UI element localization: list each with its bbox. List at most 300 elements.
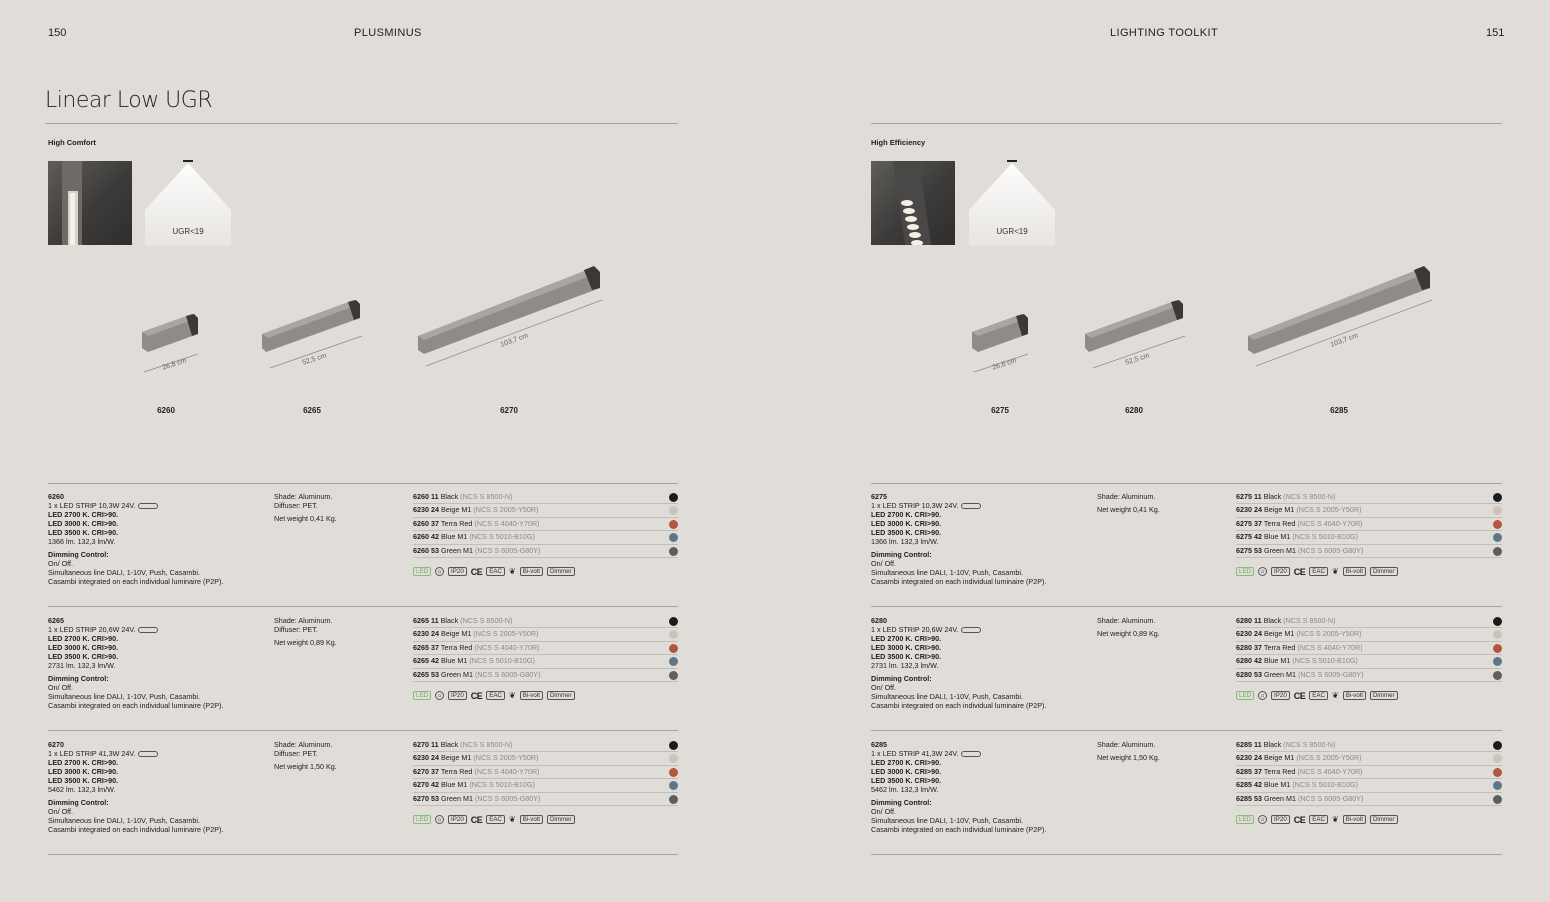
spec-led-3500: LED 3500 K. CRI>90. xyxy=(48,528,119,538)
color-swatch xyxy=(1493,754,1502,763)
length-label-6285: 103,7 cm xyxy=(1329,332,1360,349)
lamp-illustration-6270 xyxy=(412,262,608,372)
color-swatch xyxy=(1493,533,1502,542)
finish-row xyxy=(1236,766,1502,779)
spec-led-3500: LED 3500 K. CRI>90. xyxy=(48,652,119,662)
color-swatch xyxy=(1493,520,1502,529)
dimming-onoff: On/ Off. xyxy=(48,558,74,568)
finish-code: 6265 42 xyxy=(413,656,439,666)
electrical-spec xyxy=(48,492,268,586)
color-swatch xyxy=(1493,657,1502,666)
finish-ncs: (NCS S 5010-B10G) xyxy=(469,532,535,542)
dimming-casambi: Casambi integrated on each individual luminaire (P2P). xyxy=(48,824,224,834)
spec-led-3500: LED 3500 K. CRI>90. xyxy=(871,528,942,538)
finish-ncs: (NCS S 6005-G80Y) xyxy=(1297,669,1364,679)
spec-strip xyxy=(48,501,268,510)
length-label-6260: 26,8 cm xyxy=(161,357,188,372)
eac-badge: EAC xyxy=(486,691,505,700)
finish-name: Green M1 xyxy=(440,545,473,555)
spec-lumen: 5462 lm. 132,3 lm/W. xyxy=(48,785,116,795)
section-divider xyxy=(871,483,1502,484)
spec-led-2700: LED 2700 K. CRI>90. xyxy=(48,634,119,644)
title-divider-right xyxy=(871,123,1502,124)
shade-material: Shade: Aluminum. xyxy=(274,616,333,625)
color-swatch xyxy=(1493,630,1502,639)
finish-row xyxy=(1236,752,1502,765)
finish-name: Beige M1 xyxy=(1263,629,1295,639)
finish-ncs: (NCS S 4040-Y70R) xyxy=(474,766,540,776)
finish-ncs: (NCS S 6005-G80Y) xyxy=(474,545,541,555)
electrical-spec xyxy=(871,492,1091,586)
dimming-title: Dimming Control: xyxy=(871,673,932,683)
certification-icons xyxy=(1236,690,1398,701)
page-title: Linear Low UGR xyxy=(45,88,213,113)
ugr-label-right: UGR<19 xyxy=(996,227,1028,236)
spec-model: 6285 xyxy=(871,740,887,749)
color-swatch xyxy=(1493,671,1502,680)
spec-strip-text: 1 x LED STRIP 41,3W 24V. xyxy=(871,749,959,759)
finish-ncs: (NCS S 4040-Y70R) xyxy=(1297,642,1363,652)
dimming-onoff: On/ Off. xyxy=(871,806,897,816)
materials-spec xyxy=(274,616,394,647)
led-badge: LED xyxy=(413,691,431,700)
spec-strip-text: 1 x LED STRIP 10,3W 24V. xyxy=(48,501,136,511)
model-label-6280: 6280 xyxy=(1125,406,1143,415)
finish-ncs: (NCS S 4040-Y70R) xyxy=(474,518,540,528)
finish-code: 6270 37 xyxy=(413,766,439,776)
finish-code: 6285 53 xyxy=(1236,793,1262,803)
driver-icon xyxy=(961,751,981,757)
color-swatch xyxy=(669,795,678,804)
spec-lumen: 2731 lm. 132,3 lm/W. xyxy=(871,661,939,671)
shade-material: Shade: Aluminum. xyxy=(274,492,333,501)
finish-ncs: (NCS S 2005-Y50R) xyxy=(473,629,539,639)
model-label-6265: 6265 xyxy=(303,406,321,415)
finish-code: 6230 24 xyxy=(413,505,439,515)
finish-row xyxy=(1236,669,1502,682)
finish-code: 6280 42 xyxy=(1236,656,1262,666)
spec-model: 6260 xyxy=(48,492,64,501)
spec-led-3000: LED 3000 K. CRI>90. xyxy=(48,767,119,777)
spec-lumen: 5462 lm. 132,3 lm/W. xyxy=(871,785,939,795)
spec-led-3000: LED 3000 K. CRI>90. xyxy=(48,643,119,653)
finish-row xyxy=(1236,615,1502,628)
finish-ncs: (NCS S 8500-N) xyxy=(460,492,513,501)
spec-led-3000: LED 3000 K. CRI>90. xyxy=(871,767,942,777)
finish-row xyxy=(1236,531,1502,544)
finish-ncs: (NCS S 2005-Y50R) xyxy=(1296,753,1362,763)
color-swatch xyxy=(669,781,678,790)
finish-name: Green M1 xyxy=(440,793,473,803)
finish-row xyxy=(1236,793,1502,806)
bivolt-badge: Bi-volt xyxy=(1343,815,1366,824)
finish-code: 6285 42 xyxy=(1236,780,1262,790)
driver-icon xyxy=(138,751,158,757)
finish-ncs: (NCS S 6005-G80Y) xyxy=(1297,545,1364,555)
finish-name: Black xyxy=(440,740,459,749)
dimmer-badge: Dimmer xyxy=(547,567,575,576)
finish-name: Black xyxy=(1263,616,1282,625)
finish-ncs: (NCS S 5010-B10G) xyxy=(1292,656,1358,666)
spec-strip xyxy=(871,501,1091,510)
finish-name: Black xyxy=(1263,492,1282,501)
section-divider xyxy=(871,606,1502,607)
finish-name: Terra Red xyxy=(440,518,473,528)
dimming-onoff: On/ Off. xyxy=(871,558,897,568)
finish-ncs: (NCS S 2005-Y50R) xyxy=(1296,505,1362,515)
finish-row xyxy=(1236,779,1502,792)
finish-name: Green M1 xyxy=(440,669,473,679)
certification-icons xyxy=(413,566,575,577)
color-swatch xyxy=(1493,506,1502,515)
led-badge: LED xyxy=(1236,815,1254,824)
color-swatch xyxy=(1493,493,1502,502)
finish-name: Terra Red xyxy=(440,642,473,652)
bivolt-badge: Bi-volt xyxy=(520,815,543,824)
dimming-line: Simultaneous line DALI, 1-10V, Push, Casambi. xyxy=(48,691,200,701)
finish-ncs: (NCS S 5010-B10G) xyxy=(1292,780,1358,790)
finish-name: Green M1 xyxy=(1263,545,1296,555)
dimming-onoff: On/ Off. xyxy=(871,682,897,692)
dimming-title: Dimming Control: xyxy=(48,549,109,559)
finish-name: Beige M1 xyxy=(1263,753,1295,763)
finish-code: 6260 53 xyxy=(413,545,439,555)
section-divider xyxy=(48,854,678,855)
eco-leaf-icon: ❦ xyxy=(509,567,516,576)
dimmer-badge: Dimmer xyxy=(1370,815,1398,824)
finish-ncs: (NCS S 8500-N) xyxy=(460,616,513,625)
dimming-casambi: Casambi integrated on each individual luminaire (P2P). xyxy=(871,824,1047,834)
spec-strip xyxy=(48,749,268,758)
dimmer-badge: Dimmer xyxy=(547,691,575,700)
finish-row xyxy=(413,518,678,531)
eco-leaf-icon: ❦ xyxy=(1332,815,1339,824)
page-number-left: 150 xyxy=(48,27,67,39)
finish-name: Beige M1 xyxy=(440,629,472,639)
spec-model: 6265 xyxy=(48,616,64,625)
finish-code: 6270 11 xyxy=(413,740,439,749)
section-title-high-efficiency: High Efficiency xyxy=(871,138,926,147)
finish-code: 6260 37 xyxy=(413,518,439,528)
lamp-class-icon: ⌂ xyxy=(435,567,444,576)
finish-name: Terra Red xyxy=(440,766,473,776)
net-weight: Net weight 1,50 Kg. xyxy=(274,762,337,772)
finish-name: Blue M1 xyxy=(440,780,468,790)
net-weight: Net weight 1,50 Kg. xyxy=(1097,753,1160,763)
spec-led-3500: LED 3500 K. CRI>90. xyxy=(871,776,942,786)
finish-name: Green M1 xyxy=(1263,793,1296,803)
eco-leaf-icon: ❦ xyxy=(1332,691,1339,700)
driver-icon xyxy=(138,627,158,633)
finish-code: 6270 53 xyxy=(413,793,439,803)
length-label-6270: 103,7 cm xyxy=(499,332,530,349)
spec-led-2700: LED 2700 K. CRI>90. xyxy=(871,510,942,520)
net-weight: Net weight 0,89 Kg. xyxy=(1097,629,1160,639)
header-left: PLUSMINUS xyxy=(354,27,422,39)
lamp-class-icon: ⌂ xyxy=(435,815,444,824)
eac-badge: EAC xyxy=(1309,567,1328,576)
color-swatch xyxy=(669,533,678,542)
spec-led-3000: LED 3000 K. CRI>90. xyxy=(871,643,942,653)
eac-badge: EAC xyxy=(486,567,505,576)
title-divider xyxy=(45,123,678,124)
lamp-class-icon: ⌂ xyxy=(1258,815,1267,824)
finish-ncs: (NCS S 5010-B10G) xyxy=(1292,532,1358,542)
spec-led-2700: LED 2700 K. CRI>90. xyxy=(871,634,942,644)
finish-row xyxy=(413,655,678,668)
finish-row xyxy=(413,628,678,641)
eac-badge: EAC xyxy=(486,815,505,824)
finish-name: Blue M1 xyxy=(440,532,468,542)
dimming-casambi: Casambi integrated on each individual luminaire (P2P). xyxy=(871,576,1047,586)
finish-row xyxy=(413,642,678,655)
header-right: LIGHTING TOOLKIT xyxy=(1110,27,1219,39)
finish-name: Terra Red xyxy=(1263,518,1296,528)
led-badge: LED xyxy=(1236,691,1254,700)
eco-leaf-icon: ❦ xyxy=(509,691,516,700)
finish-name: Blue M1 xyxy=(1263,656,1291,666)
finish-name: Black xyxy=(440,492,459,501)
finish-row xyxy=(413,615,678,628)
lamp-class-icon: ⌂ xyxy=(1258,567,1267,576)
finish-ncs: (NCS S 2005-Y50R) xyxy=(473,753,539,763)
color-swatch xyxy=(669,617,678,626)
dimming-line: Simultaneous line DALI, 1-10V, Push, Casambi. xyxy=(871,691,1023,701)
finish-name: Beige M1 xyxy=(1263,505,1295,515)
finish-ncs: (NCS S 5010-B10G) xyxy=(469,656,535,666)
ugr-beam-diagram-right xyxy=(969,160,1055,246)
ugr-label-left: UGR<19 xyxy=(172,227,204,236)
spec-strip xyxy=(871,749,1091,758)
color-swatch xyxy=(669,768,678,777)
finish-row xyxy=(413,793,678,806)
electrical-spec xyxy=(48,740,268,834)
led-badge: LED xyxy=(413,567,431,576)
finish-row xyxy=(1236,642,1502,655)
spec-strip xyxy=(871,625,1091,634)
finish-code: 6265 11 xyxy=(413,616,439,625)
color-swatch xyxy=(669,741,678,750)
spec-strip-text: 1 x LED STRIP 41,3W 24V. xyxy=(48,749,136,759)
finish-ncs: (NCS S 6005-G80Y) xyxy=(474,793,541,803)
finish-code: 6270 42 xyxy=(413,780,439,790)
led-badge: LED xyxy=(1236,567,1254,576)
dimming-onoff: On/ Off. xyxy=(48,806,74,816)
spec-lumen: 2731 lm. 132,3 lm/W. xyxy=(48,661,116,671)
color-swatch xyxy=(1493,644,1502,653)
spec-strip-text: 1 x LED STRIP 10,3W 24V. xyxy=(871,501,959,511)
ce-mark-icon: CE xyxy=(1293,814,1306,825)
length-label-6275: 26,8 cm xyxy=(991,357,1018,372)
dimmer-badge: Dimmer xyxy=(547,815,575,824)
finish-row xyxy=(1236,739,1502,752)
materials-spec xyxy=(274,740,394,771)
finish-code: 6285 11 xyxy=(1236,740,1262,749)
electrical-spec xyxy=(871,616,1091,710)
dimming-casambi: Casambi integrated on each individual luminaire (P2P). xyxy=(48,576,224,586)
certification-icons xyxy=(413,690,575,701)
spec-lumen: 1366 lm. 132,3 lm/W. xyxy=(871,537,939,547)
finish-code: 6280 11 xyxy=(1236,616,1262,625)
finish-code: 6275 42 xyxy=(1236,532,1262,542)
length-label-6280: 52,5 cm xyxy=(1124,352,1151,367)
spec-led-3000: LED 3000 K. CRI>90. xyxy=(48,519,119,529)
color-swatch xyxy=(669,493,678,502)
finish-code: 6230 24 xyxy=(1236,505,1262,515)
finish-name: Blue M1 xyxy=(1263,780,1291,790)
color-swatch xyxy=(1493,768,1502,777)
spec-led-3500: LED 3500 K. CRI>90. xyxy=(48,776,119,786)
finish-row xyxy=(413,531,678,544)
finish-row xyxy=(413,752,678,765)
diffuser-material: Diffuser: PET. xyxy=(274,749,318,759)
spec-strip-text: 1 x LED STRIP 20,6W 24V. xyxy=(48,625,136,635)
dimmer-badge: Dimmer xyxy=(1370,567,1398,576)
electrical-spec xyxy=(871,740,1091,834)
finish-code: 6280 53 xyxy=(1236,669,1262,679)
section-divider xyxy=(48,606,678,607)
finish-name: Blue M1 xyxy=(1263,532,1291,542)
spec-led-3500: LED 3500 K. CRI>90. xyxy=(871,652,942,662)
ip20-badge: IP20 xyxy=(1271,691,1290,700)
dimming-line: Simultaneous line DALI, 1-10V, Push, Casambi. xyxy=(871,815,1023,825)
color-swatch xyxy=(669,657,678,666)
finish-row xyxy=(1236,655,1502,668)
finish-code: 6280 37 xyxy=(1236,642,1262,652)
bivolt-badge: Bi-volt xyxy=(520,691,543,700)
finish-code: 6275 11 xyxy=(1236,492,1262,501)
finish-row xyxy=(413,739,678,752)
lamp-illustration-6285 xyxy=(1242,262,1438,372)
bivolt-badge: Bi-volt xyxy=(520,567,543,576)
finish-row xyxy=(1236,491,1502,504)
bivolt-badge: Bi-volt xyxy=(1343,567,1366,576)
color-swatch xyxy=(1493,741,1502,750)
dimming-line: Simultaneous line DALI, 1-10V, Push, Casambi. xyxy=(871,567,1023,577)
shade-material: Shade: Aluminum. xyxy=(1097,740,1156,749)
certification-icons xyxy=(413,814,575,825)
shade-material: Shade: Aluminum. xyxy=(1097,492,1156,501)
finish-code: 6265 37 xyxy=(413,642,439,652)
finish-ncs: (NCS S 2005-Y50R) xyxy=(1296,629,1362,639)
finish-name: Terra Red xyxy=(1263,766,1296,776)
spec-strip xyxy=(48,625,268,634)
finish-name: Blue M1 xyxy=(440,656,468,666)
eco-leaf-icon: ❦ xyxy=(509,815,516,824)
section-divider xyxy=(48,483,678,484)
finish-ncs: (NCS S 8500-N) xyxy=(1283,616,1336,625)
dimming-title: Dimming Control: xyxy=(871,797,932,807)
dimming-title: Dimming Control: xyxy=(48,673,109,683)
finish-ncs: (NCS S 4040-Y70R) xyxy=(1297,766,1363,776)
finish-ncs: (NCS S 8500-N) xyxy=(460,740,513,749)
driver-icon xyxy=(138,503,158,509)
length-label-6265: 52,5 cm xyxy=(301,352,328,367)
ip20-badge: IP20 xyxy=(448,691,467,700)
ce-mark-icon: CE xyxy=(1293,690,1306,701)
ce-mark-icon: CE xyxy=(470,566,483,577)
dimming-title: Dimming Control: xyxy=(48,797,109,807)
finish-name: Black xyxy=(1263,740,1282,749)
section-divider xyxy=(48,730,678,731)
color-swatch xyxy=(669,547,678,556)
dimming-title: Dimming Control: xyxy=(871,549,932,559)
color-swatch xyxy=(669,520,678,529)
finish-code: 6285 37 xyxy=(1236,766,1262,776)
finish-row xyxy=(413,669,678,682)
finish-name: Beige M1 xyxy=(440,753,472,763)
diffuser-material: Diffuser: PET. xyxy=(274,625,318,635)
spec-model: 6270 xyxy=(48,740,64,749)
finish-row xyxy=(413,779,678,792)
driver-icon xyxy=(961,627,981,633)
color-swatch xyxy=(669,671,678,680)
spec-led-2700: LED 2700 K. CRI>90. xyxy=(48,510,119,520)
dimming-casambi: Casambi integrated on each individual luminaire (P2P). xyxy=(48,700,224,710)
net-weight: Net weight 0,41 Kg. xyxy=(274,514,337,524)
finish-row xyxy=(1236,504,1502,517)
finish-name: Black xyxy=(440,616,459,625)
eac-badge: EAC xyxy=(1309,815,1328,824)
finish-ncs: (NCS S 8500-N) xyxy=(1283,492,1336,501)
color-swatch xyxy=(1493,795,1502,804)
finish-ncs: (NCS S 5010-B10G) xyxy=(469,780,535,790)
finish-code: 6230 24 xyxy=(1236,753,1262,763)
color-swatch xyxy=(1493,547,1502,556)
materials-spec xyxy=(274,492,394,523)
finish-ncs: (NCS S 4040-Y70R) xyxy=(474,642,540,652)
materials-spec xyxy=(1097,492,1217,514)
finish-code: 6230 24 xyxy=(413,629,439,639)
finish-code: 6275 53 xyxy=(1236,545,1262,555)
finish-name: Terra Red xyxy=(1263,642,1296,652)
ip20-badge: IP20 xyxy=(1271,567,1290,576)
model-label-6275: 6275 xyxy=(991,406,1009,415)
finish-code: 6230 24 xyxy=(1236,629,1262,639)
spec-led-3000: LED 3000 K. CRI>90. xyxy=(871,519,942,529)
spec-led-2700: LED 2700 K. CRI>90. xyxy=(871,758,942,768)
page-number-right: 151 xyxy=(1486,27,1505,39)
ce-mark-icon: CE xyxy=(1293,566,1306,577)
bivolt-badge: Bi-volt xyxy=(1343,691,1366,700)
finish-code: 6260 11 xyxy=(413,492,439,501)
finish-code: 6230 24 xyxy=(413,753,439,763)
finish-row xyxy=(1236,518,1502,531)
finish-ncs: (NCS S 4040-Y70R) xyxy=(1297,518,1363,528)
finish-ncs: (NCS S 6005-G80Y) xyxy=(474,669,541,679)
led-badge: LED xyxy=(413,815,431,824)
finish-row xyxy=(413,766,678,779)
finish-code: 6275 37 xyxy=(1236,518,1262,528)
model-label-6285: 6285 xyxy=(1330,406,1348,415)
spec-lumen: 1366 lm. 132,3 lm/W. xyxy=(48,537,116,547)
dimming-onoff: On/ Off. xyxy=(48,682,74,692)
lamp-class-icon: ⌂ xyxy=(1258,691,1267,700)
dimming-casambi: Casambi integrated on each individual luminaire (P2P). xyxy=(871,700,1047,710)
finish-ncs: (NCS S 8500-N) xyxy=(1283,740,1336,749)
finish-row xyxy=(1236,545,1502,558)
net-weight: Net weight 0,41 Kg. xyxy=(1097,505,1160,515)
certification-icons xyxy=(1236,566,1398,577)
dimming-line: Simultaneous line DALI, 1-10V, Push, Casambi. xyxy=(48,815,200,825)
color-swatch xyxy=(669,506,678,515)
eco-leaf-icon: ❦ xyxy=(1332,567,1339,576)
ip20-badge: IP20 xyxy=(448,567,467,576)
finish-row xyxy=(413,545,678,558)
electrical-spec xyxy=(48,616,268,710)
color-swatch xyxy=(1493,781,1502,790)
section-title-high-comfort: High Comfort xyxy=(48,138,96,147)
